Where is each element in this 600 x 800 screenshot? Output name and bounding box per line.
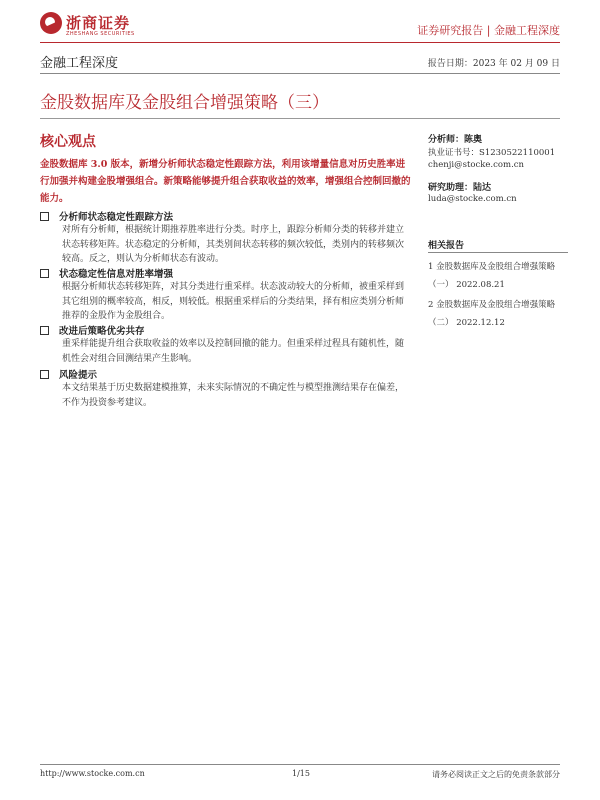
- related-reports-heading: 相关报告: [428, 241, 465, 251]
- header-divider: [40, 42, 560, 43]
- related-report-item[interactable]: 1 金股数据库及金股组合增强策略（一） 2022.08.21: [428, 262, 556, 290]
- bullet-heading: [40, 266, 173, 280]
- report-category: 金融工程深度: [40, 56, 119, 71]
- analyst-certificate: 执业证书号：S1230522110001: [428, 148, 556, 158]
- subheader-divider: [40, 73, 560, 74]
- bullet-heading: [40, 323, 145, 337]
- title-divider: [40, 118, 560, 119]
- bullet-heading-text: 改进后策略优劣共存: [59, 326, 145, 337]
- footer-divider: [40, 764, 560, 765]
- assistant-email[interactable]: luda@stocke.com.cn: [428, 194, 517, 204]
- page-title: 金股数据库及金股组合增强策略（三）: [40, 93, 329, 113]
- bullet-heading-text: 状态稳定性信息对胜率增强: [59, 269, 174, 280]
- core-view-heading: 核心观点: [40, 134, 96, 150]
- bullet-heading: [40, 367, 97, 381]
- core-summary: 金股数据库 3.0 版本，新增分析师状态稳定性跟踪方法，利用该增量信息对历史胜率进行加强并构建金股增强组合。新策略能够提升组合获取收益的效率，增强组合控制回撤的能力。: [40, 159, 411, 204]
- bullet-body: 对所有分析师，根据统计期推荐胜率进行分类。时序上，跟踪分析师分类的转移并建立状态转移矩阵。状态稳定的分析师，其类别间状态转移的频次较低，类别内的转移频次较高。反之，则认为分析师状态有波动。: [62, 225, 405, 264]
- checkbox-icon: [40, 370, 49, 379]
- bullet-body: 本文结果基于历史数据建模推算，未来实际情况的不确定性与模型推测结果存在偏差，不作为投资参考建议。: [62, 383, 405, 408]
- bullet-heading: [40, 209, 173, 223]
- page-number: 1/15: [292, 769, 310, 778]
- checkbox-icon: [40, 326, 49, 335]
- assistant-name: 研究助理：陆达: [428, 183, 492, 193]
- analyst-name: 分析师：陈奥: [428, 135, 483, 145]
- footer-url[interactable]: http://www.stocke.com.cn: [40, 769, 145, 778]
- logo-icon: [40, 12, 62, 34]
- report-date: 报告日期：2023 年 02 月 09 日: [427, 59, 560, 69]
- company-logo-text: 浙商证券: [66, 14, 131, 32]
- checkbox-icon: [40, 269, 49, 278]
- related-report-item[interactable]: 2 金股数据库及金股组合增强策略（二） 2022.12.12: [428, 300, 556, 328]
- analyst-email[interactable]: chenji@stocke.com.cn: [428, 160, 525, 170]
- footer-disclaimer: 请务必阅读正文之后的免责条款部分: [432, 770, 560, 779]
- bullet-body: 重采样能提升组合获取收益的效率以及控制回撤的能力。但重采样过程具有随机性，随机性会对组合回测结果产生影响。: [62, 339, 405, 364]
- bullet-body: 根据分析师状态转移矩阵，对其分类进行重采样。状态波动较大的分析师，被重采样到其它组别的概率较高，相反，则较低。根据重采样后的分类结果，择有相应类别分析师推荐的金股作为金股组合。: [62, 282, 405, 321]
- related-divider: [428, 252, 568, 253]
- bullet-heading-text: 分析师状态稳定性跟踪方法: [59, 212, 174, 223]
- bullet-heading-text: 风险提示: [59, 370, 98, 381]
- report-type-label: 证券研究报告 | 金融工程深度: [417, 24, 560, 37]
- company-logo-subtext: ZHESHANG SECURITIES: [66, 31, 135, 37]
- checkbox-icon: [40, 212, 49, 221]
